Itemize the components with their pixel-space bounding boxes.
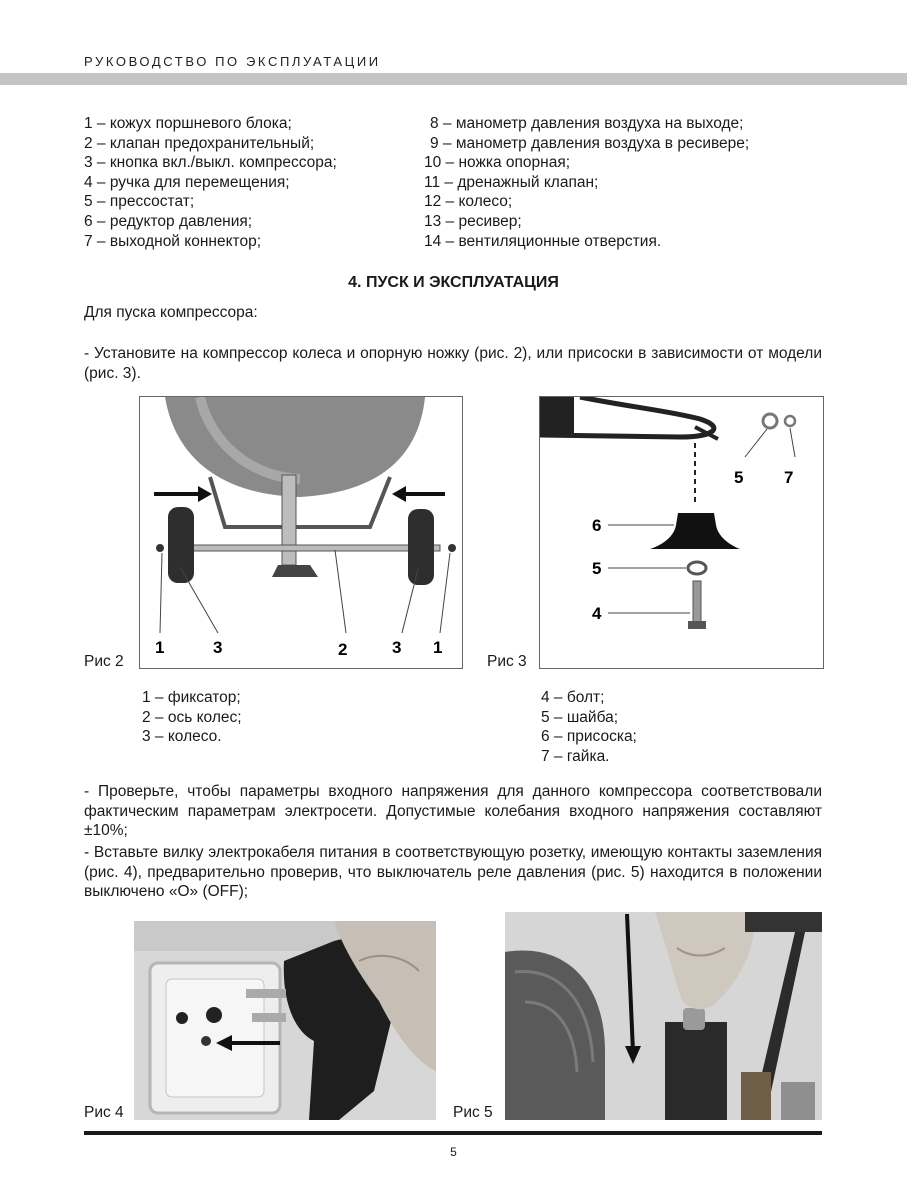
legend-item: 3 – колесо. <box>142 728 222 746</box>
legend-item: 5 – прессостат; <box>84 193 195 211</box>
fig2-label: 3 <box>392 638 402 657</box>
page-number: 5 <box>450 1145 457 1159</box>
fig2-legend <box>142 688 242 747</box>
fig4-socket-photo <box>134 921 436 1120</box>
fig2-label: 1 <box>433 638 443 657</box>
legend-item: 1 – кожух поршневого блока; <box>84 115 292 132</box>
parts-legend-left <box>84 114 337 251</box>
fig3-label: 6 <box>592 516 602 535</box>
legend-item: 1 – фиксатор; <box>142 689 241 706</box>
legend-item: 4 – ручка для перемещения; <box>84 173 290 191</box>
fig2-wheels-diagram <box>139 396 463 669</box>
footer-rule <box>84 1131 822 1135</box>
legend-item: 13 – ресивер; <box>424 212 522 230</box>
fig5-pressure-switch-photo <box>505 912 822 1120</box>
fig3-legend <box>541 688 637 766</box>
legend-item: 6 – присоска; <box>541 728 637 746</box>
fig2-illustration <box>140 397 462 668</box>
parts-legend-right <box>424 114 749 251</box>
fig3-label: 5 <box>592 559 602 578</box>
legend-item: 8 – манометр давления воздуха на выходе; <box>430 115 744 132</box>
fig2-label: 2 <box>338 640 348 659</box>
intro-text: Для пуска компрессора: <box>84 304 258 321</box>
voltage-paragraph: - Проверьте, чтобы параметры входного напряжения для данного компрессора соответствовали фактическим параметрам электросети. Допустимые колебания входного напряжения составляют ±10%; <box>84 783 822 840</box>
fig4-caption: Рис 4 <box>84 1104 124 1121</box>
fig2-label: 3 <box>213 638 223 657</box>
legend-item: 5 – шайба; <box>541 708 619 726</box>
fig3-label: 7 <box>784 468 794 487</box>
legend-item: 2 – ось колес; <box>142 708 242 726</box>
legend-item: 14 – вентиляционные отверстия. <box>424 232 662 250</box>
header-bar <box>0 73 907 85</box>
fig3-illustration <box>540 397 823 668</box>
legend-item: 7 – выходной коннектор; <box>84 232 262 250</box>
legend-item: 7 – гайка. <box>541 747 610 765</box>
legend-item: 11 – дренажный клапан; <box>424 173 599 191</box>
legend-item: 3 – кнопка вкл./выкл. компрессора; <box>84 154 337 172</box>
fig2-label: 1 <box>155 638 165 657</box>
step-wheels-text: - Установите на компрессор колеса и опорную ножку (рис. 2), или присоски в зависимости от модели (рис. 3). <box>84 345 822 382</box>
fig3-suction-cup-diagram <box>539 396 824 669</box>
fig3-label: 4 <box>592 604 602 623</box>
fig5-illustration <box>505 912 822 1120</box>
fig3-label: 5 <box>734 468 744 487</box>
legend-item: 12 – колесо; <box>424 193 513 211</box>
running-header: РУКОВОДСТВО ПО ЭКСПЛУАТАЦИИ <box>84 54 381 69</box>
fig4-illustration <box>134 921 436 1120</box>
fig3-caption: Рис 3 <box>487 653 527 670</box>
fig2-caption: Рис 2 <box>84 653 124 670</box>
legend-item: 6 – редуктор давления; <box>84 212 253 230</box>
legend-item: 10 – ножка опорная; <box>424 154 571 172</box>
plug-paragraph: - Вставьте вилку электрокабеля питания в соответствующую розетку, имеющую контакты заземления (рис. 4), предварительно проверив, что выключатель реле давления (рис. 5) находится в положении выключено «O» (OFF); <box>84 844 822 901</box>
legend-item: 2 – клапан предохранительный; <box>84 134 315 152</box>
section-title: 4. ПУСК И ЭКСПЛУАТАЦИЯ <box>348 274 559 291</box>
legend-item: 4 – болт; <box>541 689 605 706</box>
legend-item: 9 – манометр давления воздуха в ресивере; <box>430 134 750 152</box>
fig5-caption: Рис 5 <box>453 1104 493 1121</box>
